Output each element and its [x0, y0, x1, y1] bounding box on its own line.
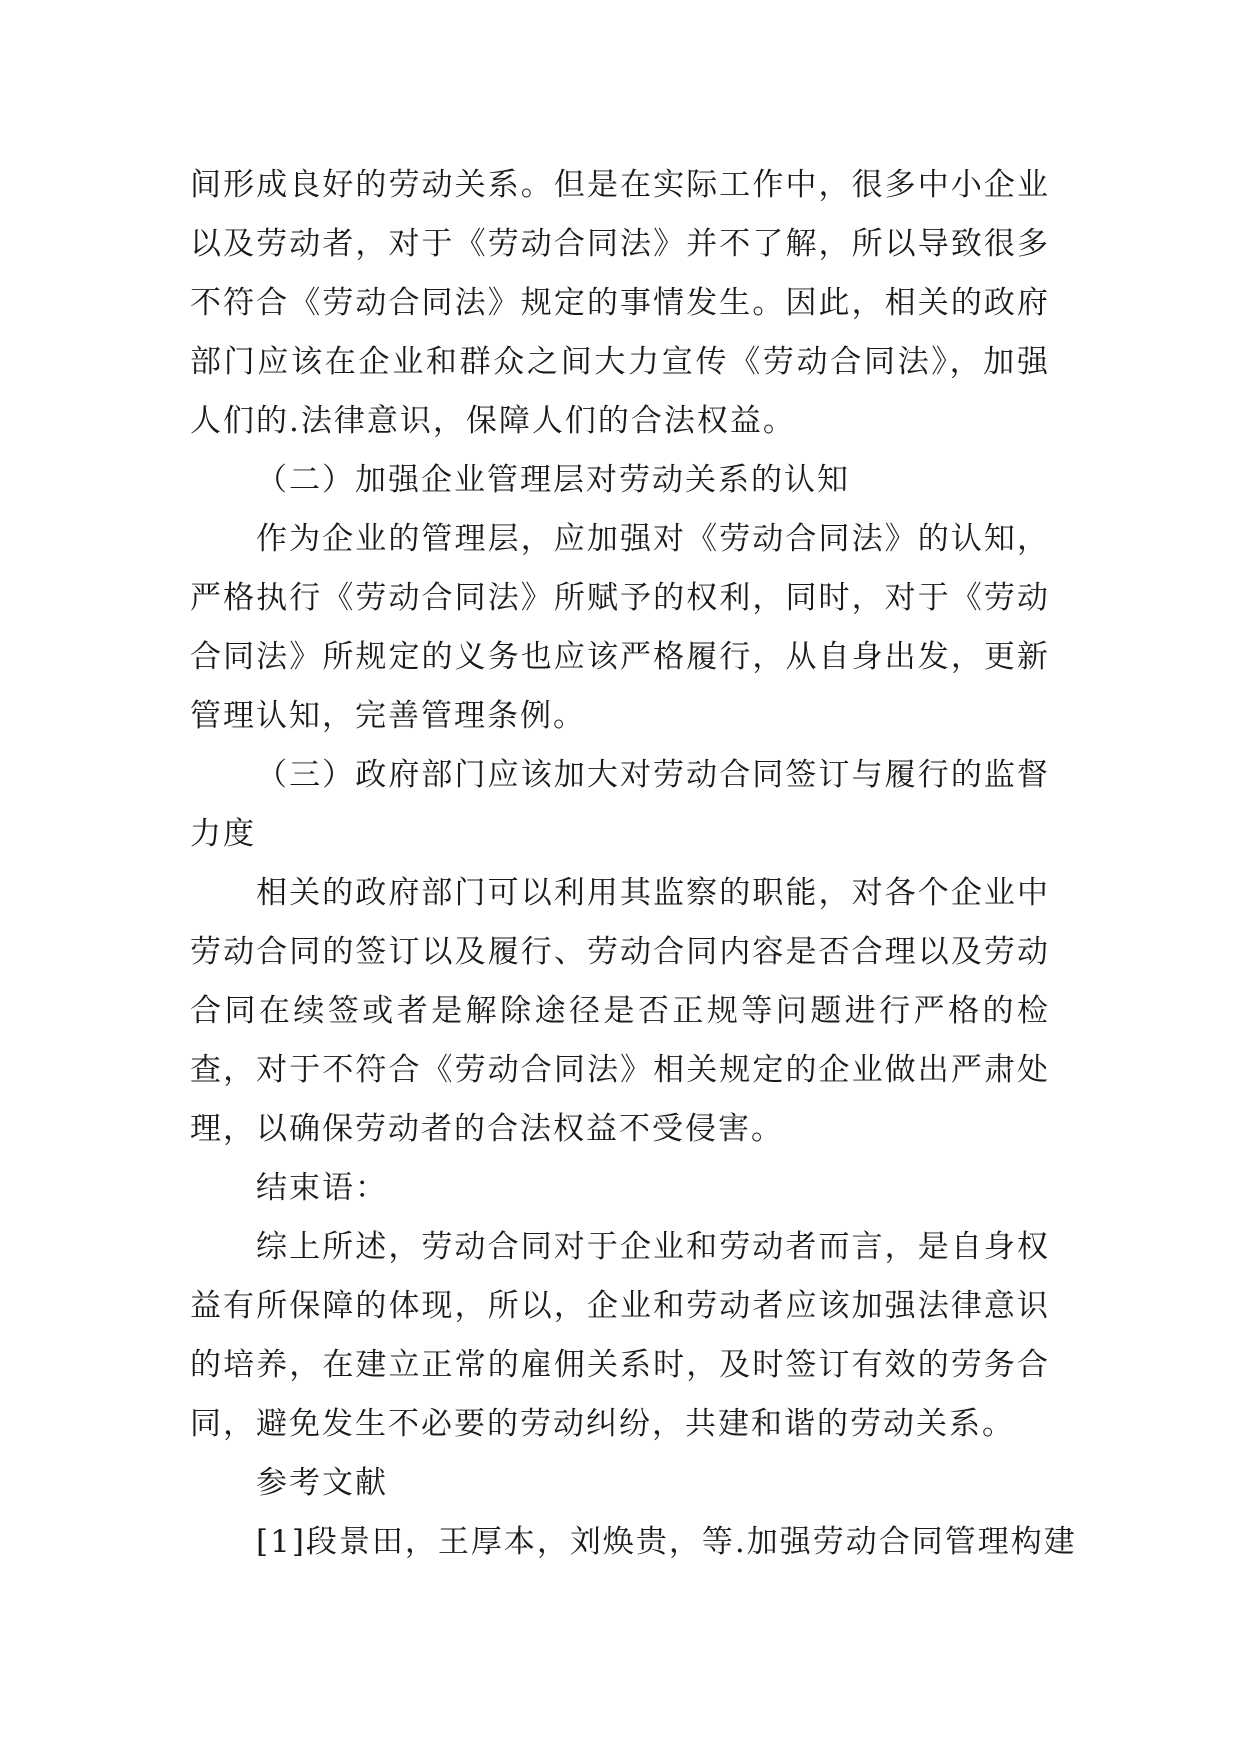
- text-line: 综上所述，劳动合同对于企业和劳动者而言，是自身权: [256, 1229, 1050, 1265]
- text-line: 不符合《劳动合同法》规定的事情发生。因此，相关的政府: [190, 285, 1050, 321]
- paragraph-conclusion: [190, 1218, 1050, 1454]
- text-line: 间形成良好的劳动关系。但是在实际工作中，很多中小企业: [190, 167, 1050, 203]
- text-line: 严格执行《劳动合同法》所赋予的权利，同时，对于《劳动: [190, 580, 1050, 616]
- text-line: [1]段景田，王厚本，刘焕贵，等.加强劳动合同管理构建: [256, 1524, 1077, 1560]
- text-line: 合同法》所规定的义务也应该严格履行，从自身出发，更新: [190, 639, 1050, 675]
- text-line: 查，对于不符合《劳动合同法》相关规定的企业做出严肃处: [190, 1052, 1050, 1088]
- paragraph-supervision: [190, 864, 1050, 1159]
- references-label: [190, 1454, 1050, 1513]
- text-line: 参考文献: [256, 1465, 388, 1501]
- text-line: 劳动合同的签订以及履行、劳动合同内容是否合理以及劳动: [190, 934, 1050, 970]
- document-page: [190, 156, 1077, 1572]
- paragraph-intro: [190, 156, 1050, 451]
- conclusion-label: [190, 1159, 1050, 1218]
- section-heading-3: [190, 746, 1050, 864]
- text-line: 的培养，在建立正常的雇佣关系时，及时签订有效的劳务合: [190, 1347, 1050, 1383]
- section-heading-2: [190, 451, 1050, 510]
- text-line: 相关的政府部门可以利用其监察的职能，对各个企业中: [256, 875, 1050, 911]
- text-line: 同，避免发生不必要的劳动纠纷，共建和谐的劳动关系。: [190, 1406, 1015, 1442]
- text-line: 管理认知，完善管理条例。: [190, 698, 586, 734]
- paragraph-management: [190, 510, 1050, 746]
- text-line: 理，以确保劳动者的合法权益不受侵害。: [190, 1111, 784, 1147]
- heading-line: （二）加强企业管理层对劳动关系的认知: [256, 462, 850, 498]
- text-line: 以及劳动者，对于《劳动合同法》并不了解，所以导致很多: [190, 226, 1050, 262]
- text-line: 结束语：: [256, 1170, 388, 1206]
- heading-line: 力度: [190, 816, 256, 852]
- text-line: 作为企业的管理层，应加强对《劳动合同法》的认知，: [256, 521, 1050, 557]
- reference-item: [190, 1513, 1077, 1572]
- text-line: 合同在续签或者是解除途径是否正规等问题进行严格的检: [190, 993, 1050, 1029]
- text-line: 人们的.法律意识，保障人们的合法权益。: [190, 403, 796, 439]
- text-line: 益有所保障的体现，所以，企业和劳动者应该加强法律意识: [190, 1288, 1050, 1324]
- text-line: 部门应该在企业和群众之间大力宣传《劳动合同法》，加强: [190, 344, 1050, 380]
- heading-line: （三）政府部门应该加大对劳动合同签订与履行的监督: [256, 757, 1050, 793]
